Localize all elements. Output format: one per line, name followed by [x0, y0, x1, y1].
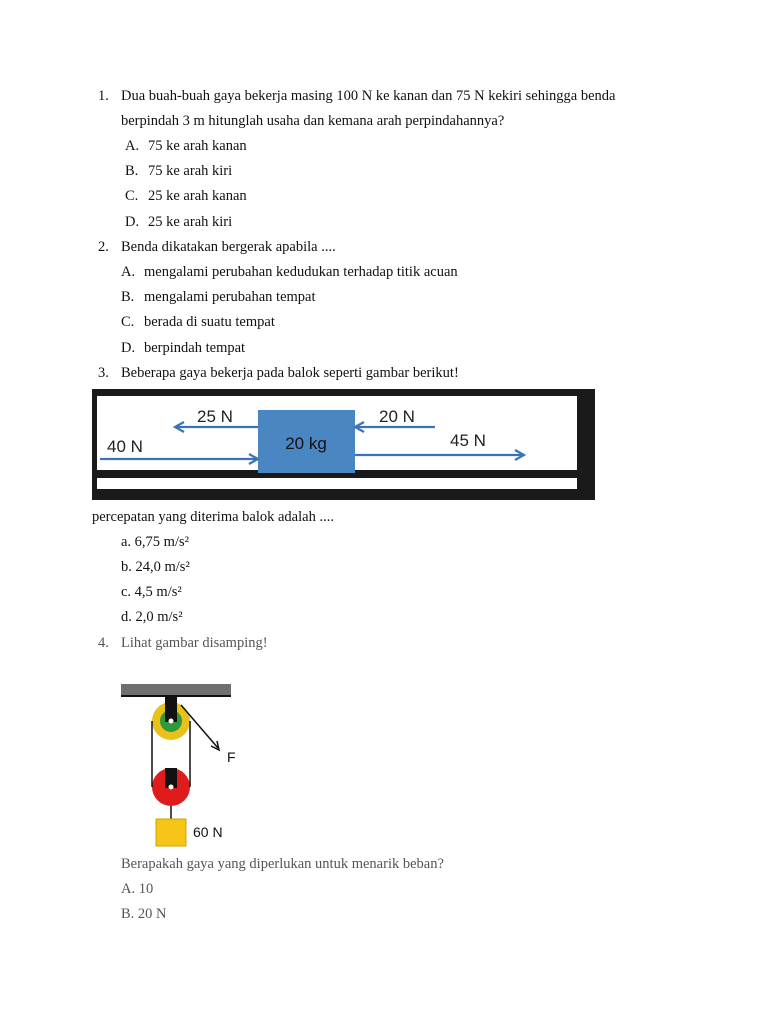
movable-pulley-axle	[169, 785, 174, 790]
force-45n-label: 45 N	[450, 431, 486, 450]
q4-number: 4.	[98, 635, 109, 651]
force-25n-label: 25 N	[197, 407, 233, 426]
q2-option-c: berada di suatu tempat	[144, 314, 275, 330]
force-20n-label: 20 N	[379, 407, 415, 426]
q3-option-b: b. 24,0 m/s²	[121, 559, 190, 575]
q2-option-d-letter: D.	[121, 340, 136, 356]
q1-option-a-letter: A.	[125, 138, 140, 154]
q1-option-d-letter: D.	[125, 214, 140, 230]
q2-option-c-letter: C.	[121, 314, 135, 330]
q1-option-c-letter: C.	[125, 188, 139, 204]
load-label: 60 N	[193, 824, 223, 840]
q1-option-a: 75 ke arah kanan	[148, 138, 247, 154]
q2-text: Benda dikatakan bergerak apabila ....	[121, 239, 336, 255]
fixed-pulley-axle	[169, 719, 174, 724]
load-block	[156, 819, 186, 846]
q2-option-d: berpindah tempat	[144, 340, 246, 356]
q1-text-line2: berpindah 3 m hitunglah usaha dan kemana arah perpindahannya?	[121, 113, 505, 129]
q3-option-a: a. 6,75 m/s²	[121, 534, 189, 550]
q2-option-a: mengalami perubahan kedudukan terhadap titik acuan	[144, 264, 458, 280]
q2-number: 2.	[98, 239, 109, 255]
q3-option-c: c. 4,5 m/s²	[121, 584, 182, 600]
force-f-label: F	[227, 749, 236, 765]
q4-option-b: B. 20 N	[121, 906, 167, 922]
q1-option-c: 25 ke arah kanan	[148, 188, 247, 204]
q3-option-d: d. 2,0 m/s²	[121, 609, 183, 625]
force-40n-label: 40 N	[107, 437, 143, 456]
q1-option-b-letter: B.	[125, 163, 139, 179]
q1-number: 1.	[98, 88, 109, 104]
q2-option-a-letter: A.	[121, 264, 136, 280]
q1-option-b: 75 ke arah kiri	[148, 163, 233, 179]
q4-question: Berapakah gaya yang diperlukan untuk menarik beban?	[121, 856, 444, 872]
q2-option-b-letter: B.	[121, 289, 135, 305]
q1-option-d: 25 ke arah kiri	[148, 214, 233, 230]
mass-label: 20 kg	[285, 434, 327, 453]
q4-pulley-diagram	[115, 678, 275, 850]
q2-option-b: mengalami perubahan tempat	[144, 289, 316, 305]
q4-text: Lihat gambar disamping!	[121, 635, 268, 651]
q1-text-line1: Dua buah-buah gaya bekerja masing 100 N ke kanan dan 75 N kekiri sehingga benda	[121, 88, 616, 104]
q3-number: 3.	[98, 365, 109, 381]
q3-force-diagram	[92, 389, 595, 500]
q3-text: Beberapa gaya bekerja pada balok seperti gambar berikut!	[121, 365, 459, 381]
q4-option-a: A. 10	[121, 881, 154, 897]
q3-question: percepatan yang diterima balok adalah ....	[92, 509, 334, 525]
fixed-pulley-bracket	[165, 696, 177, 722]
ceiling	[121, 684, 231, 696]
